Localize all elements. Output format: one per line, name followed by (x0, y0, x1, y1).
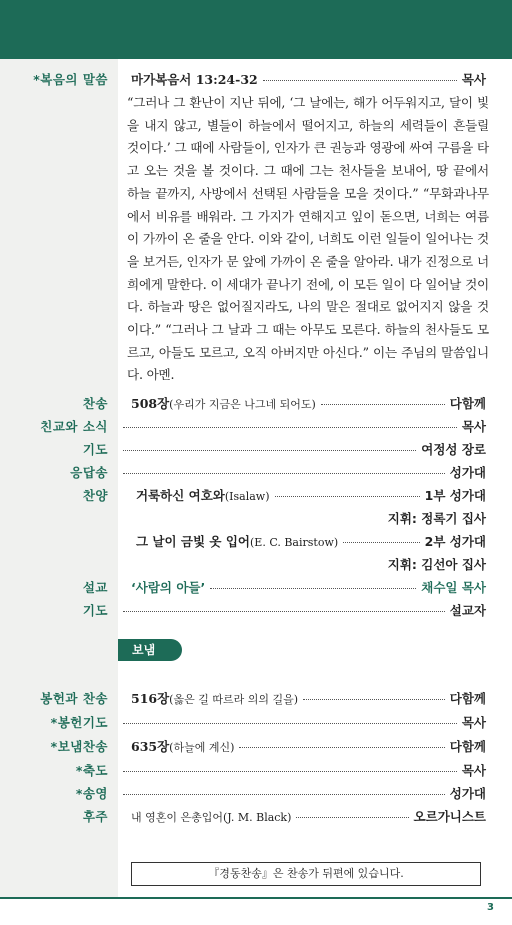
sending-section-badge: 보냄 (118, 639, 182, 661)
prayer-label: 기도 (82, 442, 108, 457)
offering-prayer-leader: 목사 (461, 715, 486, 730)
sermon-label: 설교 (82, 580, 108, 595)
leader-dots (123, 473, 445, 474)
leader-dots (123, 611, 445, 612)
page-number: 3 (487, 902, 494, 913)
offering-hymn-number: 516장 (131, 691, 170, 706)
choral-response-row (118, 784, 486, 802)
leader-dots (123, 771, 457, 772)
leader-dots (296, 817, 408, 818)
leader-dots (210, 588, 416, 589)
benediction-leader: 목사 (461, 763, 486, 778)
choral-response-leader: 성가대 (449, 786, 486, 801)
sending-hymn-label: *보냄찬송 (50, 739, 108, 754)
postlude-composer: (J. M. Black) (223, 811, 292, 824)
anthem-label: 찬양 (82, 488, 108, 503)
sending-hymn-row (131, 737, 486, 755)
offering-prayer-label: *봉헌기도 (50, 715, 108, 730)
anthem-song2-row (136, 532, 486, 550)
prayer-leader: 여정성 장로 (421, 442, 486, 457)
anthem-song1-conductor: 지휘: 정록기 집사 (387, 511, 486, 526)
leader-dots (123, 427, 457, 428)
offering-hymn-title: (옳은 길 따르라 의의 길을) (169, 693, 299, 706)
hymn-title: (우리가 지금은 나그네 되어도) (169, 398, 316, 411)
response-label: 응답송 (70, 465, 108, 480)
anthem-song2-composer: (E. C. Bairstow) (250, 536, 339, 549)
benediction-row (118, 761, 486, 779)
prayer-row (118, 440, 486, 458)
sermon-leader: 채수일 목사 (421, 580, 486, 595)
postlude-row (131, 807, 486, 825)
gospel-row (131, 70, 486, 88)
postlude-title: 내 영혼이 은총입어 (131, 811, 224, 824)
news-leader: 목사 (461, 419, 486, 434)
top-banner (0, 0, 512, 59)
hymn-row (131, 394, 486, 412)
hymnal-note-box: 『경동찬송』은 찬송가 뒤편에 있습니다. (131, 862, 481, 886)
anthem-song1-title: 거룩하신 여호와 (136, 488, 225, 503)
benediction-label: *축도 (75, 763, 108, 778)
offering-leader: 다함께 (449, 691, 486, 706)
anthem-song2-title: 그 날이 금빛 옷 입어 (136, 534, 251, 549)
leader-dots (239, 747, 444, 748)
sermon-prayer-row (118, 601, 486, 619)
bottom-rule (0, 897, 512, 899)
scripture-text: “그러나 그 환난이 지난 뒤에, ‘그 날에는, 해가 어두워지고, 달이 빛을 내지 않고, 별들이 하늘에서 떨어지고, 하늘의 세력들이 흔들릴 것이다.’ 그 때에 사람들이, 인자가 큰 권능과 영광에 싸여 구름을 타고 오는 것을 볼 것이다. 그 때에 그는 천사들을 보내어, 땅 끝에서 하늘 끝까지, 사방에서 선택된 사람들을 모을 것이다.” “무화과나무에서 비유를 배워라. 그 가지가 연해지고 잎이 돋으면, 너희는 여름이 가까이 온 줄을 안다. 이와 같이, 너희도 이런 일들이 일어나는 것을 보거든, 인자가 문 앞에 가까이 온 줄을 알아라. 내가 진정으로 너희에게 말한다. 이 세대가 끝나기 전에, 이 모든 일이 다 일어날 것이다. 하늘과 땅은 없어질지라도, 나의 말은 절대로 없어지지 않을 것이다.” “그러나 그 날과 그 때는 아무도 모른다. 하늘의 천사들도 모르고, 아들도 모르고, 오직 아버지만 아신다.” 이는 주님의 말씀입니다. 아멘. (127, 95, 489, 383)
hymn-label: 찬송 (82, 396, 108, 411)
anthem-song2-conductor: 지휘: 김선아 집사 (387, 557, 486, 572)
gospel-leader: 목사 (461, 72, 486, 87)
leader-dots (321, 404, 445, 405)
sermon-row (131, 578, 486, 596)
leader-dots (123, 450, 416, 451)
leader-dots (263, 80, 457, 81)
leader-dots (123, 723, 457, 724)
response-row (118, 463, 486, 481)
sermon-prayer-leader: 설교자 (449, 603, 486, 618)
hymn-leader: 다함께 (449, 396, 486, 411)
postlude-leader: 오르가니스트 (413, 809, 486, 824)
response-leader: 성가대 (449, 465, 486, 480)
offering-row (131, 689, 486, 707)
news-label: 친교와 소식 (40, 419, 108, 434)
anthem-song1-row (136, 486, 486, 504)
postlude-label: 후주 (82, 809, 108, 824)
leader-dots (303, 699, 445, 700)
sending-hymn-leader: 다함께 (449, 739, 486, 754)
hymn-number: 508장 (131, 396, 170, 411)
anthem-song1-choir: 1부 성가대 (424, 488, 486, 503)
gospel-reference: 마가복음서 13:24-32 (131, 72, 258, 87)
sermon-title: ‘사람의 아들’ (131, 580, 206, 595)
anthem-song1-composer: (Isalaw) (224, 490, 270, 503)
offering-label: 봉헌과 찬송 (40, 691, 108, 706)
anthem-song2-choir: 2부 성가대 (424, 534, 486, 549)
offering-prayer-row (118, 713, 486, 731)
leader-dots (123, 794, 445, 795)
choral-response-label: *송영 (75, 786, 108, 801)
gospel-label: *복음의 말씀 (33, 72, 108, 87)
leader-dots (343, 542, 419, 543)
leader-dots (275, 496, 420, 497)
sending-hymn-title: (하늘에 계신) (169, 741, 235, 754)
sending-hymn-number: 635장 (131, 739, 170, 754)
sermon-prayer-label: 기도 (82, 603, 108, 618)
news-row (118, 417, 486, 435)
